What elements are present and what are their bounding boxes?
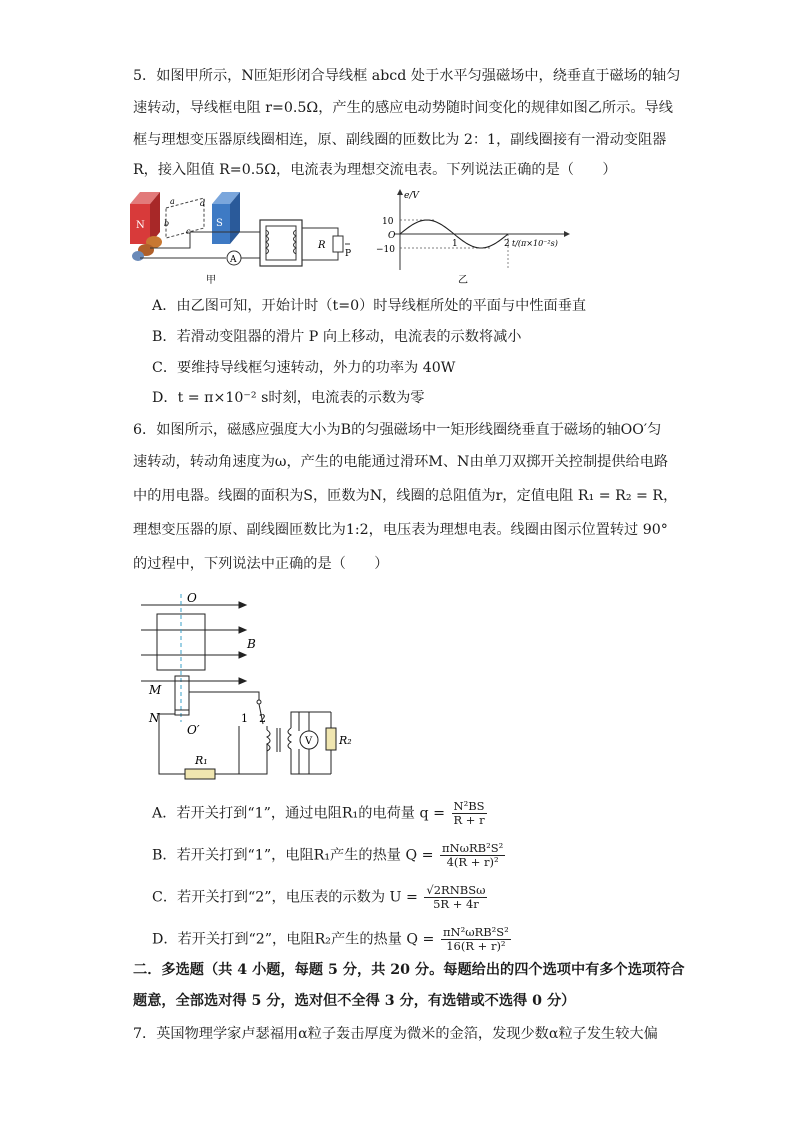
- q6-option-c-numerator: √2RNBSω: [426, 883, 486, 897]
- q7-line-1: 7．英国物理学家卢瑟福用α粒子轰击厚度为微米的金箔，发现少数α粒子发生较大偏: [133, 1026, 658, 1042]
- q6-option-a-numerator: N²BS: [453, 799, 485, 813]
- label-V: V: [305, 736, 313, 747]
- q6-option-d-numerator: πN²ωRB²S²: [442, 925, 509, 939]
- label-ammeter: A: [230, 255, 237, 265]
- q5-figure-yi: [372, 186, 572, 286]
- q6-option-d[interactable]: [152, 926, 513, 953]
- label-N: N: [149, 711, 160, 725]
- label-S: S: [216, 218, 223, 229]
- graph-ylabel: e/V: [404, 191, 419, 201]
- label-R: R: [318, 240, 326, 251]
- q6-option-a-fraction: [451, 800, 486, 827]
- q5-line-1: 5．如图甲所示，N匝矩形闭合导线框 abcd 处于水平匀强磁场中，绕垂直于磁场的轴匀: [133, 68, 681, 84]
- tick-y-10: 10: [382, 217, 394, 227]
- label-c: c: [186, 227, 191, 236]
- label-R2: R₂: [339, 734, 352, 747]
- q6-option-b-fraction: [440, 842, 505, 869]
- label-N: N: [136, 220, 145, 231]
- q6-option-b-denominator: 4(R + r)²: [446, 855, 499, 869]
- q5-figure-jia: [130, 186, 355, 286]
- section2-heading-line-1: 二．多选题（共 4 小题，每题 5 分，共 20 分。每题给出的四个选项中有多个选项符合: [133, 962, 685, 978]
- q6-option-d-fraction: [441, 926, 511, 953]
- label-M: M: [149, 683, 162, 697]
- q5-option-d[interactable]: D．t = π×10⁻² s时刻，电流表的示数为零: [152, 390, 425, 406]
- label-a: a: [170, 197, 175, 206]
- q6-option-c-text: C．若开关打到“2”，电压表的示数为 U =: [152, 889, 418, 906]
- q6-line-3: 中的用电器。线圈的面积为S，匝数为N，线圈的总阻值为r，定值电阻 R₁ = R₂ = R，: [133, 488, 678, 504]
- q6-option-b-text: B．若开关打到“1”，电阻R₁产生的热量 Q =: [152, 847, 434, 864]
- q6-line-1: 6．如图所示，磁感应强度大小为B的匀强磁场中一矩形线圈绕垂直于磁场的轴OO′匀: [133, 422, 662, 438]
- q6-line-4: 理想变压器的原、副线圈匝数比为1:2，电压表为理想电表。线圈由图示位置转过 90°: [133, 522, 668, 538]
- label-B: B: [247, 637, 256, 651]
- q6-option-d-denominator: 16(R + r)²: [446, 939, 506, 953]
- label-O: O: [187, 591, 197, 605]
- tick-x-2: 2: [504, 239, 510, 249]
- q6-line-5: 的过程中，下列说法中正确的是（ ）: [133, 556, 389, 572]
- q6-option-a[interactable]: [152, 800, 489, 827]
- label-R1: R₁: [195, 754, 208, 767]
- label-d: d: [200, 199, 206, 208]
- q6-line-2: 速转动，转动角速度为ω，产生的电能通过滑环M、N由单刀双掷开关控制提供给电路: [133, 454, 669, 470]
- q5-option-b[interactable]: B．若滑动变阻器的滑片 P 向上移动，电流表的示数将减小: [152, 329, 522, 345]
- label-switch-2: 2: [259, 712, 266, 725]
- section2-heading-line-2: 题意，全部选对得 5 分，选对但不全得 3 分，有选错或不选得 0 分）: [133, 993, 576, 1009]
- q5-line-2: 速转动，导线框电阻 r=0.5Ω，产生的感应电动势随时间变化的规律如图乙所示。导线: [133, 100, 673, 116]
- q6-option-d-text: D．若开关打到“2”，电阻R₂产生的热量 Q =: [152, 931, 435, 948]
- q6-option-a-text: A．若开关打到“1”，通过电阻R₁的电荷量 q =: [152, 805, 445, 822]
- q5-option-a[interactable]: A．由乙图可知，开始计时（t=0）时导线框所处的平面与中性面垂直: [152, 298, 587, 314]
- q5-option-c[interactable]: C．要维持导线框匀速转动，外力的功率为 40W: [152, 360, 456, 376]
- q6-option-b-numerator: πNωRB²S²: [442, 841, 504, 855]
- q5-line-3: 框与理想变压器原线圈相连，原、副线圈的匝数比为 2：1，副线圈接有一滑动变阻器: [133, 132, 667, 148]
- label-O-prime: O′: [187, 723, 200, 737]
- label-switch-1: 1: [241, 712, 248, 725]
- tick-y-neg10: −10: [376, 245, 395, 255]
- q5-line-4: R，接入阻值 R=0.5Ω，电流表为理想交流电表。下列说法正确的是（ ）: [133, 162, 617, 178]
- q6-option-b[interactable]: [152, 842, 507, 869]
- q6-option-c-fraction: [424, 884, 487, 911]
- caption-jia: 甲: [206, 275, 216, 286]
- graph-origin: O: [388, 231, 396, 241]
- q6-figure: [135, 588, 360, 780]
- q6-option-a-denominator: R + r: [453, 813, 485, 827]
- caption-yi: 乙: [458, 275, 468, 286]
- label-b: b: [164, 219, 170, 228]
- q6-option-c-denominator: 5R + 4r: [433, 897, 479, 911]
- label-P: P: [345, 249, 352, 259]
- graph-xlabel: t/(π×10⁻²s): [512, 239, 558, 248]
- tick-x-1: 1: [452, 239, 458, 249]
- q6-option-c[interactable]: [152, 884, 489, 911]
